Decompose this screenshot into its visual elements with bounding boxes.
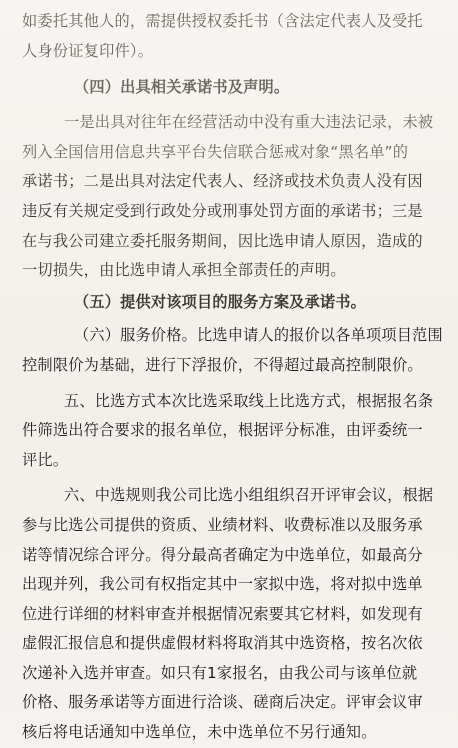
- text-line-12: 控制限价为基础，进行下浮报价，不得超过最高控制限价。: [22, 355, 423, 374]
- text-line-19: 出现并列，我公司有权指定其中一家拟中选，将对拟中选单: [22, 575, 423, 594]
- text-line-18: 诺等情况综合评分。得分最高者确定为中选单位，如最高分: [22, 545, 423, 564]
- section-rules-line: 六、中选规则我公司比选小组组织召开评审会议，根据: [64, 486, 434, 505]
- text-line-5: 列入全国信用信息共享平台失信联合惩戒对象“黑名单”的: [22, 142, 409, 161]
- text-line-23: 价格、服务承诺等方面进行洽谈、磋商后决定。评审会议审: [22, 693, 423, 712]
- section-4-heading: （四）出具相关承诺书及声明。: [74, 77, 290, 96]
- text-line-22: 次递补入选并审查。如只有1家报名，由我公司与该单位就: [22, 663, 418, 682]
- text-line-7: 违反有关规定受到行政处分或刑事处罚方面的承诺书；三是: [22, 201, 423, 220]
- text-line-21: 虚假汇报信息和提供虚假材料将取消其中选资格，按名次依: [22, 634, 423, 653]
- text-line-8: 在与我公司建立委托服务期间，因比选申请人原因，造成的: [22, 231, 423, 250]
- text-line-24: 核后将电话通知中选单位，未中选单位不另行通知。: [22, 723, 377, 741]
- section-5-heading: （五）提供对该项目的服务方案及承诺书。: [74, 292, 367, 311]
- text-line-2: 人身份证复印件）。: [22, 41, 154, 60]
- text-line-17: 参与比选公司提供的资质、业绩材料、收费标准以及服务承: [22, 515, 423, 534]
- text-line-9: 一切损失，由比选申请人承担全部责任的声明。: [22, 261, 346, 280]
- text-line-1: 如委托其他人的，需提供授权委托书（含法定代表人及受托: [22, 12, 423, 30]
- text-line-4: 一是出具对往年在经营活动中没有重大违法记录，未被: [64, 113, 434, 132]
- text-line-11: （六）服务价格。比选申请人的报价以各单项项目范围: [74, 326, 443, 344]
- text-line-6: 承诺书；二是出具对法定代表人、经济或技术负责人没有因: [22, 172, 423, 191]
- text-line-20: 位进行详细的材料审查并根据情况索要其它材料，如发现有: [22, 604, 423, 623]
- text-line-14: 件筛选出符合要求的报名单位，根据评分标准，由评委统一: [22, 421, 423, 440]
- section-method-line: 五、比选方式本次比选采取线上比选方式，根据报名条: [64, 391, 434, 410]
- text-line-15: 评比。: [22, 451, 69, 469]
